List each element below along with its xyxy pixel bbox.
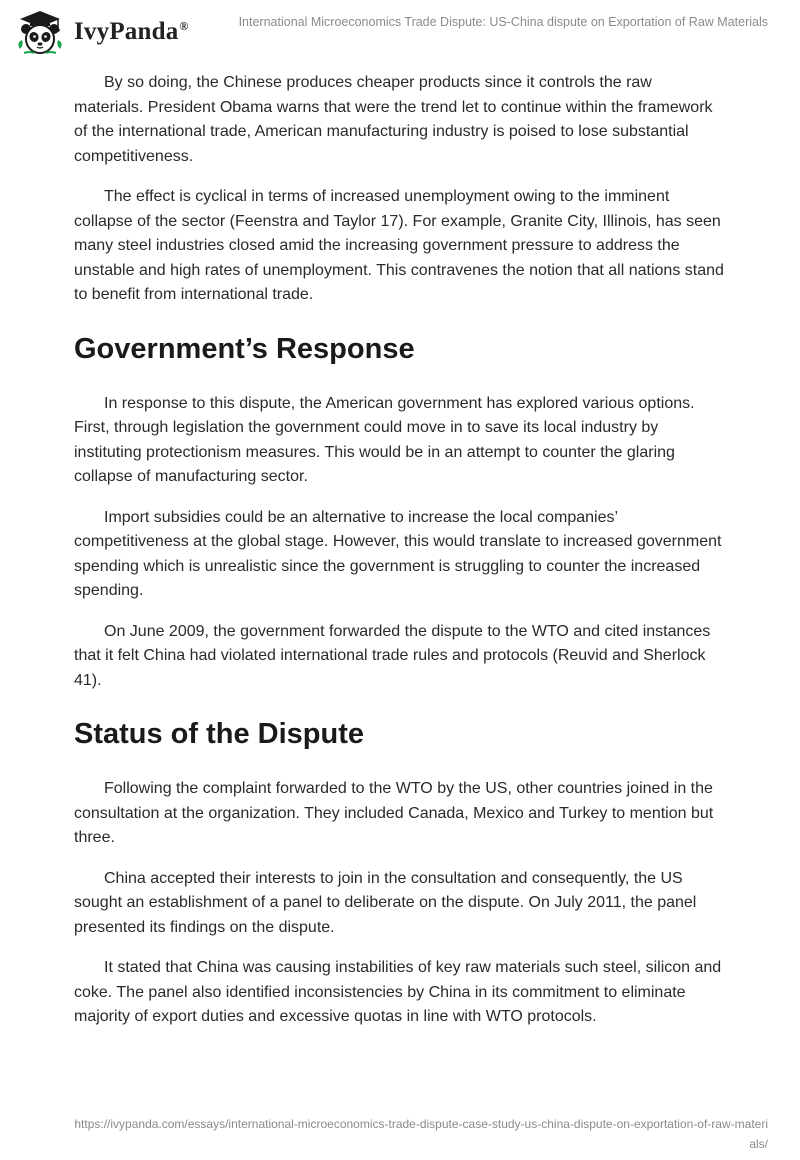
- paragraph: On June 2009, the government forwarded the dispute to the WTO and cited instances that it felt China had violated international trade rules and protocols (Reuvid and Sherlock 41).: [74, 622, 711, 689]
- document-title: International Microeconomics Trade Dispute: US-China dispute on Exportation of Raw Materials: [238, 15, 768, 29]
- page-header: [0, 0, 800, 64]
- paragraph: In response to this dispute, the American government has explored various options. First, through legislation the government could move in to save its local industry by instituting protectionism measures. This would be in an attempt to counter the glaring collapse of manufacturing sector.: [74, 394, 695, 485]
- essay-content: [74, 71, 724, 1046]
- paragraph: The effect is cyclical in terms of increased unemployment owing to the imminent collapse of the sector (Feenstra and Taylor 17). For example, Granite City, Illinois, has seen many steel industries closed amid the increasing government pressure to address the unstable and high rates of unemployment. This contravenes the notion that all nations stand to benefit from international trade.: [74, 188, 724, 303]
- paragraph: Following the complaint forwarded to the WTO by the US, other countries joined in the consultation at the organization. They included Canada, Mexico and Turkey to mention but three.: [74, 780, 714, 846]
- section-heading-status-of-dispute: Status of the Dispute: [74, 718, 365, 750]
- panda-graduate-icon: [14, 9, 66, 55]
- registered-mark: ®: [179, 18, 189, 33]
- paragraph: It stated that China was causing instabilities of key raw materials such steel, silicon and coke. The panel also identified inconsistencies by China in its commitment to eliminate majority of export duties and excessive quotas in line with WTO protocols.: [74, 959, 722, 1025]
- ivypanda-logo[interactable]: [14, 8, 189, 56]
- paragraph: Import subsidies could be an alternative to increase the local companies’ competitiveness at the global stage. However, this would translate to increased government spending which is unrealistic since the government is struggling to counter the increased spending.: [74, 508, 722, 599]
- brand-name: IvyPanda®: [74, 18, 189, 45]
- source-url-link[interactable]: https://ivypanda.com/essays/international-microeconomics-trade-dispute-case-study-us-china-dispute-on-exportation-of-raw-materials/: [74, 1117, 768, 1151]
- paragraph: China accepted their interests to join in the consultation and consequently, the US sought an establishment of a panel to deliberate on the dispute. On July 2011, the panel presented its findings on the dispute.: [74, 869, 697, 936]
- section-heading-government-response: Government’s Response: [74, 332, 415, 365]
- paragraph: By so doing, the Chinese produces cheaper products since it controls the raw materials. President Obama warns that were the trend let to continue within the framework of the international trade, American manufacturing industry is poised to lose substantial competitiveness.: [74, 74, 713, 165]
